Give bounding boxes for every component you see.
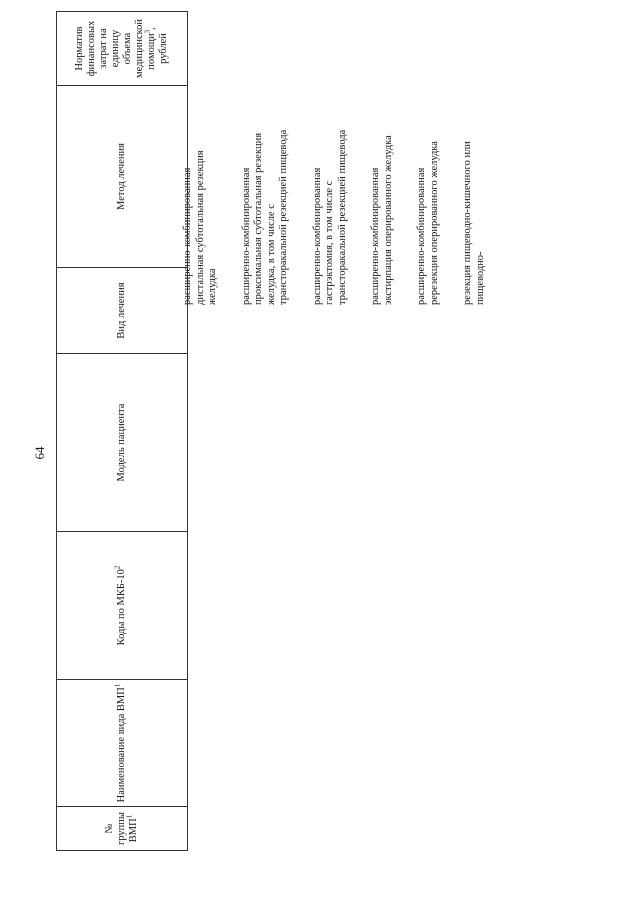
method-item: расширенно-комбинированная ререзекция оперированного желудка <box>416 141 440 305</box>
col-header-vmp-name: Наименование вида ВМП$^1$ <box>57 680 188 807</box>
method-item: резекция пищеводно-кишечного или пищеводно- <box>462 141 486 305</box>
col-header-treatment-type: Вид лечения <box>57 268 188 354</box>
col-header-cost-standard: Норматив финансовых затрат на единицу объема медицинской помощи$^3$, рублей <box>57 12 188 86</box>
col-header-icd-codes: Коды по МКБ-$10^2$ <box>57 532 188 680</box>
header-table <box>56 11 188 851</box>
page-number: 64 <box>32 446 47 460</box>
treatment-methods-list <box>182 125 508 305</box>
col-header-group-number: № группы ВМП$^1$ <box>57 807 188 851</box>
method-item: расширенно-комбинированная экстирпация оперированного желудка <box>370 135 394 305</box>
col-header-patient-model: Модель пациента <box>57 354 188 532</box>
method-item: расширенно-комбинированная дистальная субтотальная резекция желудка <box>182 150 218 305</box>
method-item: расширенно-комбинированная гастрэктомия, в том числе с трансторакальной резекцией пищевода <box>311 129 348 305</box>
col-header-treatment-method: Метод лечения <box>57 86 188 268</box>
method-item: расширенно-комбинированная проксимальная субтотальная резекция желудка, в том числе с трансторакальной резекцией пищевода <box>240 129 289 305</box>
